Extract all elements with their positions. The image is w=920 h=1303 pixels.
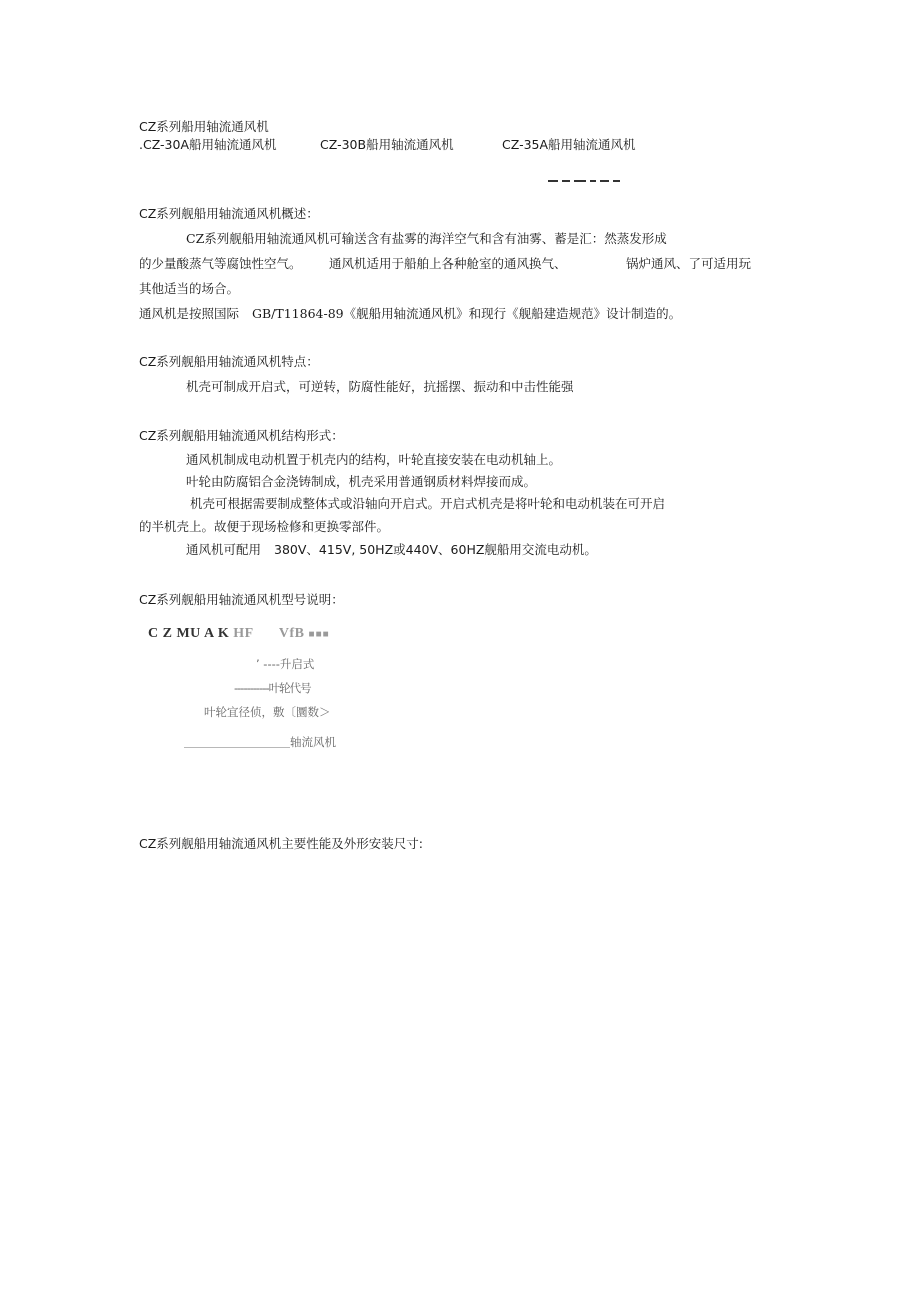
overview-line-2c: 锅炉通风、了可适用玩 [626,256,752,271]
structure-line-5a: 通风机可配用 [186,542,262,557]
overview-heading: CZ系列舰船用轴流通风机概述： [139,206,319,221]
overview-line-2b: 通风机适用于船舶上各种舱室的通风换气、 [329,256,567,271]
legend-open-type: ’ ----升启式 [256,657,315,671]
model-code-suffix-1: HF [233,626,254,641]
model-code-blocks: ■■■ [308,629,330,640]
model-code-suffix-2: VfB [278,626,305,641]
overview-line-3: 其他适当的场合。 [139,281,240,296]
structure-line-5b: 380V、415V, 50HZ或440V、60HZ舰船用交流电动机。 [274,542,597,557]
model-name-cz-35a: CZ-35A船用轴流通风机 [502,137,636,152]
legend-impeller-code: -----------叶轮代号 [234,681,311,695]
performance-heading: CZ系列舰船用轴流通风机主要性能及外形安装尺寸: [139,836,424,851]
legend-leader-line [184,747,290,748]
scan-artifact [548,180,642,185]
model-name-cz-30a: .CZ-30A船用轴流通风机 [139,137,277,152]
model-code-heading: CZ系列舰船用轴流通风机型号说明： [139,592,344,607]
structure-line-1: 通风机制成电动机置于机壳内的结构，叶轮直接安装在电动机轴上。 [186,452,562,467]
structure-line-4: 的半机壳上。故便于现场检修和更换零部件。 [139,519,390,534]
document-title: CZ系列船用轴流通风机 [139,119,269,134]
overview-line-4b: GB/T11864-89《舰船用轴流通风机》和现行《舰船建造规范》设计制造的。 [252,306,682,321]
structure-line-3: 机壳可根据需要制成整体式或沿轴向开启式。开启式机壳是将叶轮和电动机装在可开启 [190,496,666,511]
structure-heading: CZ系列舰船用轴流通风机结构形式： [139,428,344,443]
legend-axial-fan: 轴流风机 [290,735,336,749]
structure-line-2: 叶轮由防腐铝合金浇铸制成，机壳采用普通钢质材料焊接而成。 [186,474,537,489]
model-code-letters: C Z MU A K [148,626,230,641]
overview-line-2a: 的少量酸蒸气等腐蚀性空气。 [139,256,302,271]
features-line-1: 机壳可制成开启式，可逆转，防腐性能好，抗摇摆、振动和中击性能强 [186,379,574,394]
legend-impeller-diameter: 叶轮宜径侦，敷〔圜数＞ [204,705,331,719]
model-code-diagram [148,626,330,642]
features-heading: CZ系列舰船用轴流通风机特点： [139,354,319,369]
overview-line-1: CZ系列舰船用轴流通风机可输送含有盐雾的海洋空气和含有油雾、蓄是汇：然蒸发形成 [186,231,667,246]
overview-line-4a: 通风机是按照国际 [139,306,240,321]
model-name-cz-30b: CZ-30B船用轴流通风机 [320,137,454,152]
